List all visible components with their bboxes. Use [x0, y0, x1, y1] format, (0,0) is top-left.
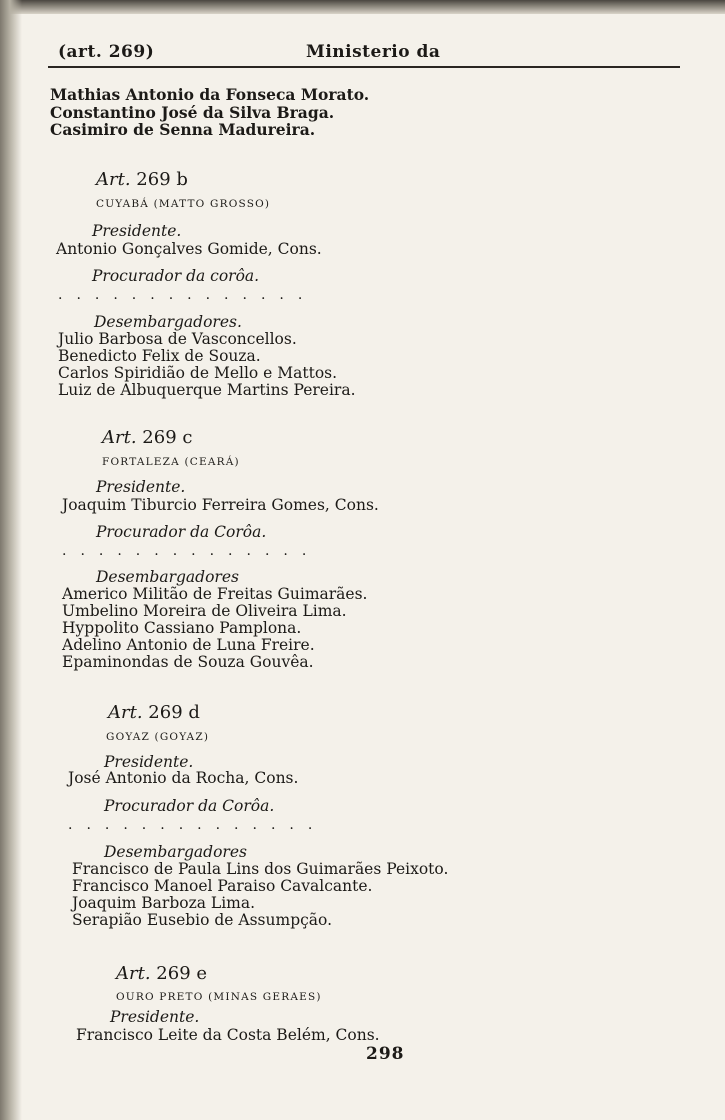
running-title: Ministerio da [306, 42, 441, 62]
desembargador-name: Epaminondas de Souza Gouvêa. [62, 653, 314, 671]
article-heading [108, 703, 200, 723]
procurador-label: Procurador da Corôa. [104, 797, 275, 815]
desembargador-name: Serapião Eusebio de Assumpção. [72, 911, 333, 929]
place-name: GOYAZ (GOYAZ) [106, 731, 210, 743]
article-number: 269 d [148, 702, 200, 723]
procurador-label: Procurador da corôa. [92, 267, 260, 285]
desembargador-name: Francisco Manoel Paraiso Cavalcante. [72, 877, 373, 895]
desembargador-name: Umbelino Moreira de Oliveira Lima. [62, 602, 347, 620]
procurador-label: Procurador da Corôa. [96, 523, 267, 541]
header-article-ref: (art. 269) [58, 42, 155, 62]
article-heading [102, 428, 192, 448]
vacant-dots: .............. [68, 817, 327, 833]
scan-left-edge [0, 0, 22, 1120]
presidente-name: Francisco Leite da Costa Belém, Cons. [76, 1026, 380, 1044]
article-number: 269 e [156, 963, 208, 984]
place-name: CUYABÁ (MATTO GROSSO) [96, 198, 271, 210]
desembargador-name: Francisco de Paula Lins dos Guimarães Peixoto. [72, 860, 449, 878]
article-label: Art. [116, 963, 151, 984]
place-name: OURO PRETO (MINAS GERAES) [116, 991, 322, 1003]
desembargadores-label: Desembargadores [96, 568, 239, 586]
intro-name: Constantino José da Silva Braga. [50, 103, 335, 122]
place-name: FORTALEZA (CEARÁ) [102, 456, 240, 468]
header-rule [48, 66, 680, 68]
desembargador-name: Americo Militão de Freitas Guimarães. [62, 585, 368, 603]
vacant-dots: .............. [62, 543, 321, 559]
presidente-label: Presidente. [92, 222, 182, 240]
desembargador-name: Carlos Spiridião de Mello e Mattos. [58, 364, 338, 382]
presidente-name: Joaquim Tiburcio Ferreira Gomes, Cons. [62, 496, 379, 514]
article-number: 269 c [142, 427, 193, 448]
page-number: 298 [366, 1044, 405, 1064]
scan-top-edge [0, 0, 725, 14]
vacant-dots: .............. [58, 287, 317, 303]
article-label: Art. [102, 427, 137, 448]
presidente-label: Presidente. [104, 753, 194, 771]
desembargador-name: Joaquim Barboza Lima. [72, 894, 256, 912]
article-heading [116, 964, 207, 984]
desembargador-name: Adelino Antonio de Luna Freire. [62, 636, 315, 654]
desembargadores-label: Desembargadores. [94, 313, 242, 331]
presidente-name: Antonio Gonçalves Gomide, Cons. [56, 240, 322, 258]
article-label: Art. [96, 169, 131, 190]
desembargador-name: Benedicto Felix de Souza. [58, 347, 261, 365]
presidente-name: José Antonio da Rocha, Cons. [68, 769, 299, 787]
intro-name: Mathias Antonio da Fonseca Morato. [50, 85, 370, 104]
desembargador-name: Hyppolito Cassiano Pamplona. [62, 619, 302, 637]
article-heading [96, 170, 188, 190]
intro-name: Casimiro de Senna Madureira. [50, 120, 316, 139]
desembargador-name: Julio Barbosa de Vasconcellos. [58, 330, 297, 348]
article-label: Art. [108, 702, 143, 723]
article-number: 269 b [136, 169, 188, 190]
presidente-label: Presidente. [110, 1008, 200, 1026]
desembargador-name: Luiz de Albuquerque Martins Pereira. [58, 381, 356, 399]
desembargadores-label: Desembargadores [104, 843, 247, 861]
presidente-label: Presidente. [96, 478, 186, 496]
